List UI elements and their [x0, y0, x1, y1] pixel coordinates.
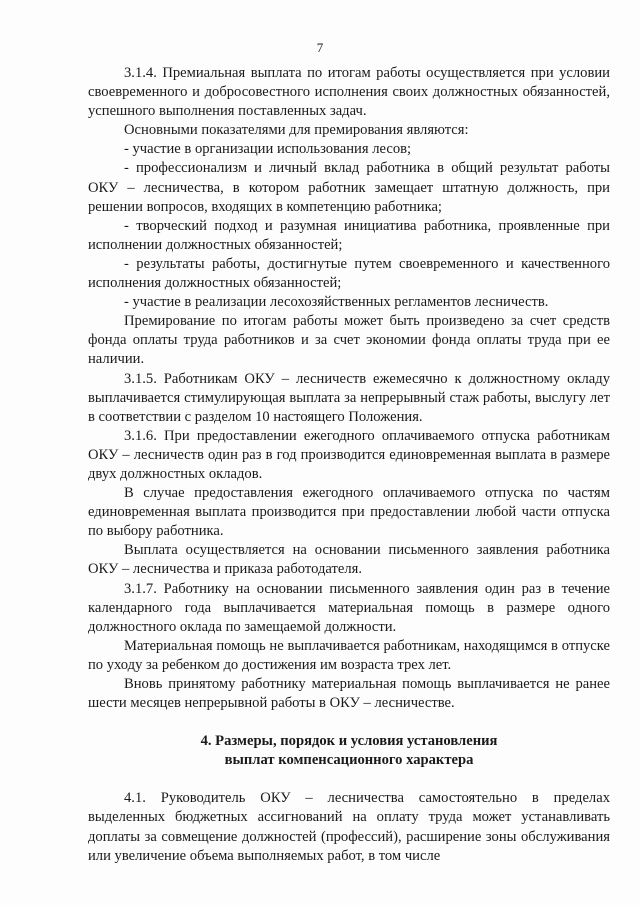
paragraph-material-aid-exclusion: Материальная помощь не выплачивается работникам, находящимся в отпуске по уходу за ребенком до достижения им возраста трех лет.	[88, 637, 610, 673]
page-number: 7	[316, 40, 324, 55]
paragraph-3-1-7: 3.1.7. Работнику на основании письменного заявления один раз в течение календарного года выплачивается материальная помощь в размере одного должностного оклада по замещаемой должности.	[88, 580, 610, 635]
paragraph-payment-basis: Выплата осуществляется на основании письменного заявления работника ОКУ – лесничества и приказа работодателя.	[88, 542, 610, 578]
list-item: - профессионализм и личный вклад работника в общий результат работы ОКУ – лесничества, в котором работник замещает штатную должность, при решении вопросов, входящих в компетенцию работника;	[88, 160, 610, 215]
paragraph-4-1: 4.1. Руководитель ОКУ – лесничества самостоятельно в пределах выделенных бюджетных ассигнований на оплату труда может устанавливать доплаты за совмещение должностей (профессий), расширение зоны обслуживания или увеличение объема выполняемых работ, в том числе	[88, 790, 610, 864]
paragraph-bonus-funding: Премирование по итогам работы может быть произведено за счет средств фонда оплаты труда работников и за счет экономии фонда оплаты труда при ее наличии.	[88, 313, 610, 368]
list-item: - участие в реализации лесохозяйственных регламентов лесничеств.	[124, 294, 549, 311]
list-item: - результаты работы, достигнутые путем своевременного и качественного исполнения должностных обязанностей;	[88, 255, 610, 292]
paragraph-3-1-6: 3.1.6. При предоставлении ежегодного оплачиваемого отпуска работникам ОКУ – лесничеств один раз в год производится единовременная выплата в размере двух должностных окладов.	[88, 427, 610, 482]
paragraph-vacation-parts: В случае предоставления ежегодного оплачиваемого отпуска по частям единовременная выплата производится при предоставлении любой части отпуска по выбору работника.	[88, 485, 610, 540]
list-item: - участие в организации использования лесов;	[124, 141, 412, 158]
list-item: - творческий подход и разумная инициатива работника, проявленные при исполнении должностных обязанностей;	[88, 217, 610, 253]
section-4-heading-line1: 4. Размеры, порядок и условия установления	[200, 733, 498, 750]
paragraph-3-1-5: 3.1.5. Работникам ОКУ – лесничеств ежемесячно к должностному окладу выплачивается стимулирующая выплата за непрерывный стаж работы, выслугу лет в соответствии с разделом 10 настоящего Положения.	[88, 370, 610, 425]
paragraph-3-1-4: 3.1.4. Премиальная выплата по итогам работы осуществляется при условии своевременного и добросовестного исполнения своих должностных обязанностей, успешного выполнения поставленных задач.	[88, 65, 610, 120]
paragraph-bonus-indicators-intro: Основными показателями для премирования являются:	[124, 122, 469, 139]
section-4-heading-line2: выплат компенсационного характера	[224, 752, 474, 769]
section-4-heading	[88, 732, 610, 770]
document-body	[88, 64, 610, 866]
paragraph-new-employee: Вновь принятому работнику материальная помощь выплачивается не ранее шести месяцев непрерывной работы в ОКУ – лесничестве.	[88, 676, 610, 712]
